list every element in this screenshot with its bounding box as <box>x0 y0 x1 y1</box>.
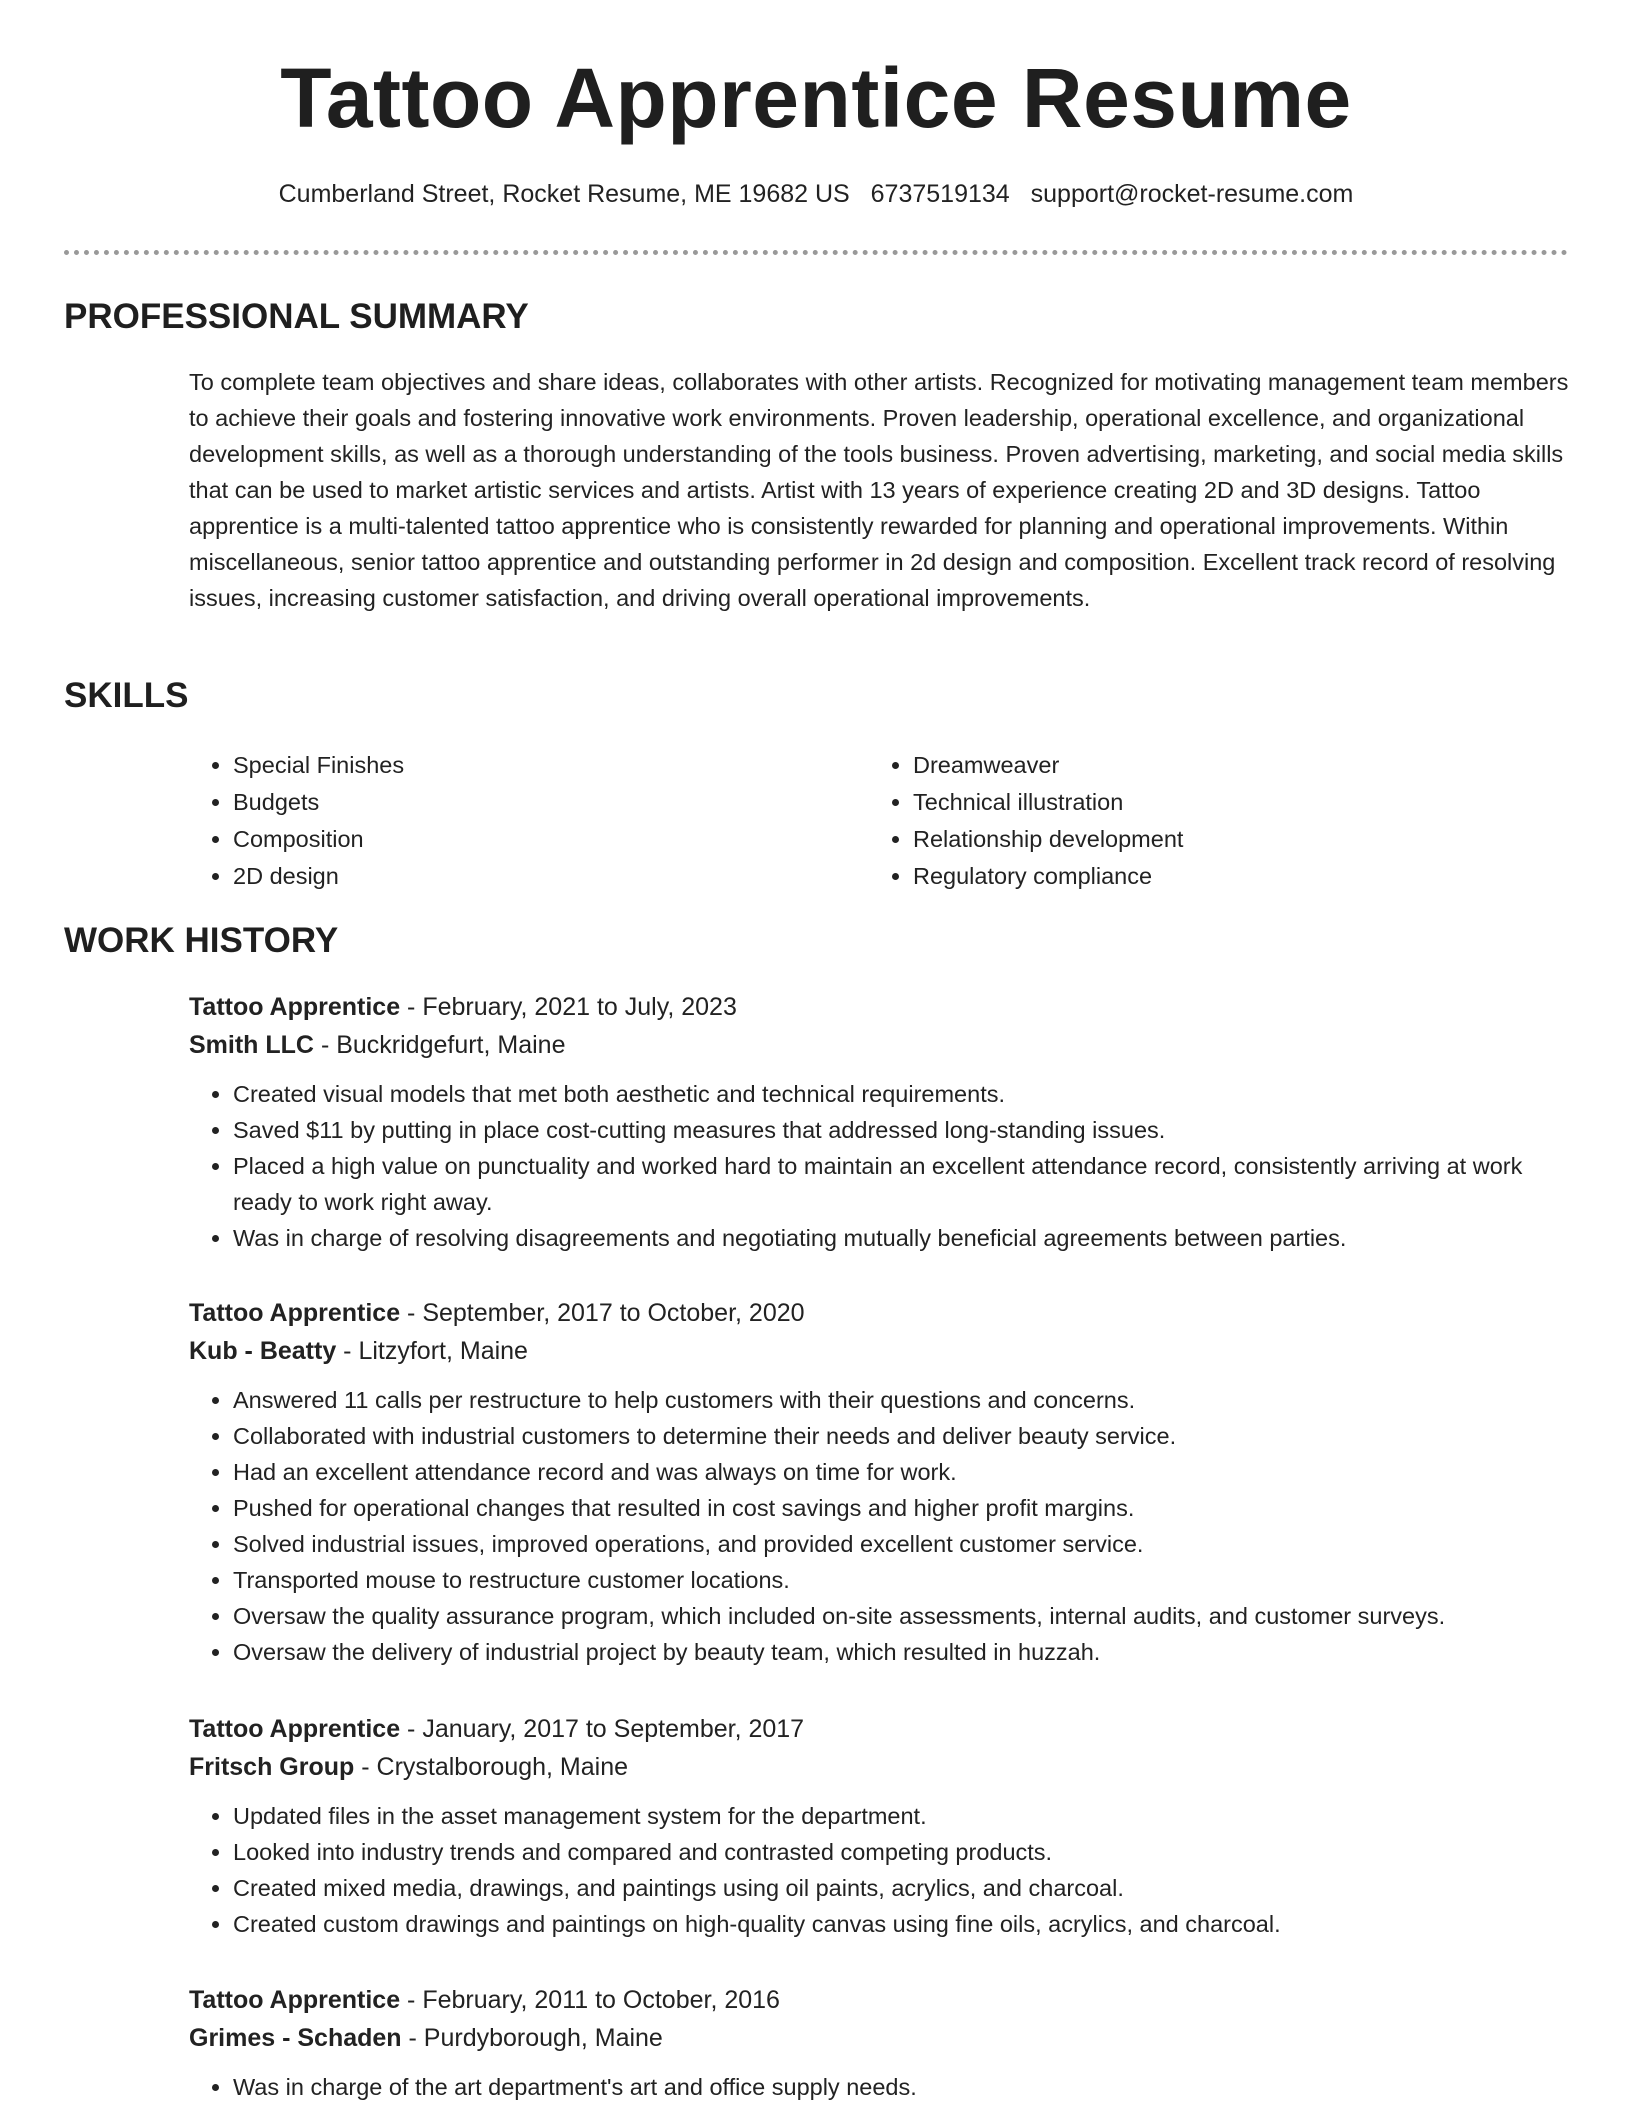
skill-item: • 2D design <box>233 858 404 895</box>
job-company-line <box>189 1026 1569 1064</box>
job-title-line <box>189 1981 1569 2019</box>
job-bullet: • Answered 11 calls per restructure to help customers with their questions and concerns. <box>233 1382 1569 1418</box>
job-location: - Purdyborough, Maine <box>401 2024 663 2052</box>
job-role: Tattoo Apprentice <box>189 1986 401 2014</box>
job-title-line <box>189 988 1569 1026</box>
job-role: Tattoo Apprentice <box>189 993 401 1021</box>
job-bullets <box>189 2069 1569 2105</box>
job-bullet: • Created mixed media, drawings, and paintings using oil paints, acrylics, and charcoal. <box>233 1870 1569 1906</box>
header-divider <box>64 250 1568 255</box>
job-entry <box>189 1294 1569 1670</box>
skills-heading: SKILLS <box>64 676 189 715</box>
job-title-line <box>189 1710 1569 1748</box>
job-company-line <box>189 1748 1569 1786</box>
job-entry <box>189 988 1569 1256</box>
job-entry <box>189 1981 1569 2105</box>
job-bullets <box>189 1382 1569 1670</box>
work-history-heading: WORK HISTORY <box>64 921 339 960</box>
skill-item: • Technical illustration <box>913 784 1183 821</box>
job-bullet: • Transported mouse to restructure customer locations. <box>233 1562 1569 1598</box>
skill-item: • Dreamweaver <box>913 747 1183 784</box>
job-bullet: • Oversaw the quality assurance program, which included on-site assessments, internal audits, and customer surveys. <box>233 1598 1569 1634</box>
job-location: - Buckridgefurt, Maine <box>314 1031 566 1059</box>
job-bullet: • Had an excellent attendance record and was always on time for work. <box>233 1454 1569 1490</box>
resume-title: Tattoo Apprentice Resume <box>280 51 1352 145</box>
job-company: Kub - Beatty <box>189 1337 337 1365</box>
job-bullet: • Collaborated with industrial customers to determine their needs and deliver beauty service. <box>233 1418 1569 1454</box>
contact-phone: 6737519134 <box>870 180 1010 208</box>
job-company-line <box>189 1332 1569 1370</box>
job-bullet: • Placed a high value on punctuality and worked hard to maintain an excellent attendance record, consistently arriving at work ready to work right away. <box>233 1148 1569 1220</box>
job-bullets <box>189 1798 1569 1942</box>
job-bullet: • Created visual models that met both aesthetic and technical requirements. <box>233 1076 1569 1112</box>
summary-text: To complete team objectives and share ideas, collaborates with other artists. Recognized for motivating management team members to achieve their goals and fostering innovative work environments. Proven leadership, operational excellence, and organizational development skills, as well as a thorough understanding of the tools business. Proven advertising, marketing, and social media skills that can be used to market artistic services and artists. Artist with 13 years of experience creating 2D and 3D designs. Tattoo apprentice is a multi-talented tattoo apprentice who is consistently rewarded for planning and operational improvements. Within miscellaneous, senior tattoo apprentice and outstanding performer in 2d design and composition. Excellent track record of resolving issues, increasing customer satisfaction, and driving overall operational improvements. <box>189 369 1569 611</box>
job-bullets <box>189 1076 1569 1256</box>
job-bullet: • Pushed for operational changes that resulted in cost savings and higher profit margins. <box>233 1490 1569 1526</box>
job-bullet: • Created custom drawings and paintings on high-quality canvas using fine oils, acrylics, and charcoal. <box>233 1906 1569 1942</box>
job-dates: - February, 2021 to July, 2023 <box>400 993 737 1021</box>
job-bullet: • Oversaw the delivery of industrial project by beauty team, which resulted in huzzah. <box>233 1634 1569 1670</box>
job-company: Grimes - Schaden <box>189 2024 402 2052</box>
job-entry <box>189 1710 1569 1942</box>
contact-email: support@rocket-resume.com <box>1030 180 1354 208</box>
job-dates: - February, 2011 to October, 2016 <box>400 1986 780 2014</box>
contact-address: Cumberland Street, Rocket Resume, ME 19682 US <box>278 180 850 208</box>
skills-column-left <box>189 747 404 895</box>
contact-line <box>0 180 1632 209</box>
job-bullet: • Was in charge of resolving disagreements and negotiating mutually beneficial agreements between parties. <box>233 1220 1569 1256</box>
job-dates: - January, 2017 to September, 2017 <box>400 1715 805 1743</box>
job-bullet: • Solved industrial issues, improved operations, and provided excellent customer service. <box>233 1526 1569 1562</box>
job-dates: - September, 2017 to October, 2020 <box>400 1299 805 1327</box>
job-bullet: • Updated files in the asset management system for the department. <box>233 1798 1569 1834</box>
job-bullet: • Looked into industry trends and compared and contrasted competing products. <box>233 1834 1569 1870</box>
skill-item: • Budgets <box>233 784 404 821</box>
job-title-line <box>189 1294 1569 1332</box>
job-company: Smith LLC <box>189 1031 314 1059</box>
job-company: Fritsch Group <box>189 1753 355 1781</box>
summary-heading: PROFESSIONAL SUMMARY <box>64 297 529 336</box>
job-location: - Crystalborough, Maine <box>354 1753 629 1781</box>
job-role: Tattoo Apprentice <box>189 1715 401 1743</box>
skills-column-right <box>869 747 1183 895</box>
job-location: - Litzyfort, Maine <box>336 1337 528 1365</box>
job-company-line <box>189 2019 1569 2057</box>
skill-item: • Special Finishes <box>233 747 404 784</box>
job-bullet: • Was in charge of the art department's art and office supply needs. <box>233 2069 1569 2105</box>
job-bullet: • Saved $11 by putting in place cost-cutting measures that addressed long-standing issues. <box>233 1112 1569 1148</box>
skill-item: • Regulatory compliance <box>913 858 1183 895</box>
skill-item: • Composition <box>233 821 404 858</box>
job-role: Tattoo Apprentice <box>189 1299 401 1327</box>
skill-item: • Relationship development <box>913 821 1183 858</box>
